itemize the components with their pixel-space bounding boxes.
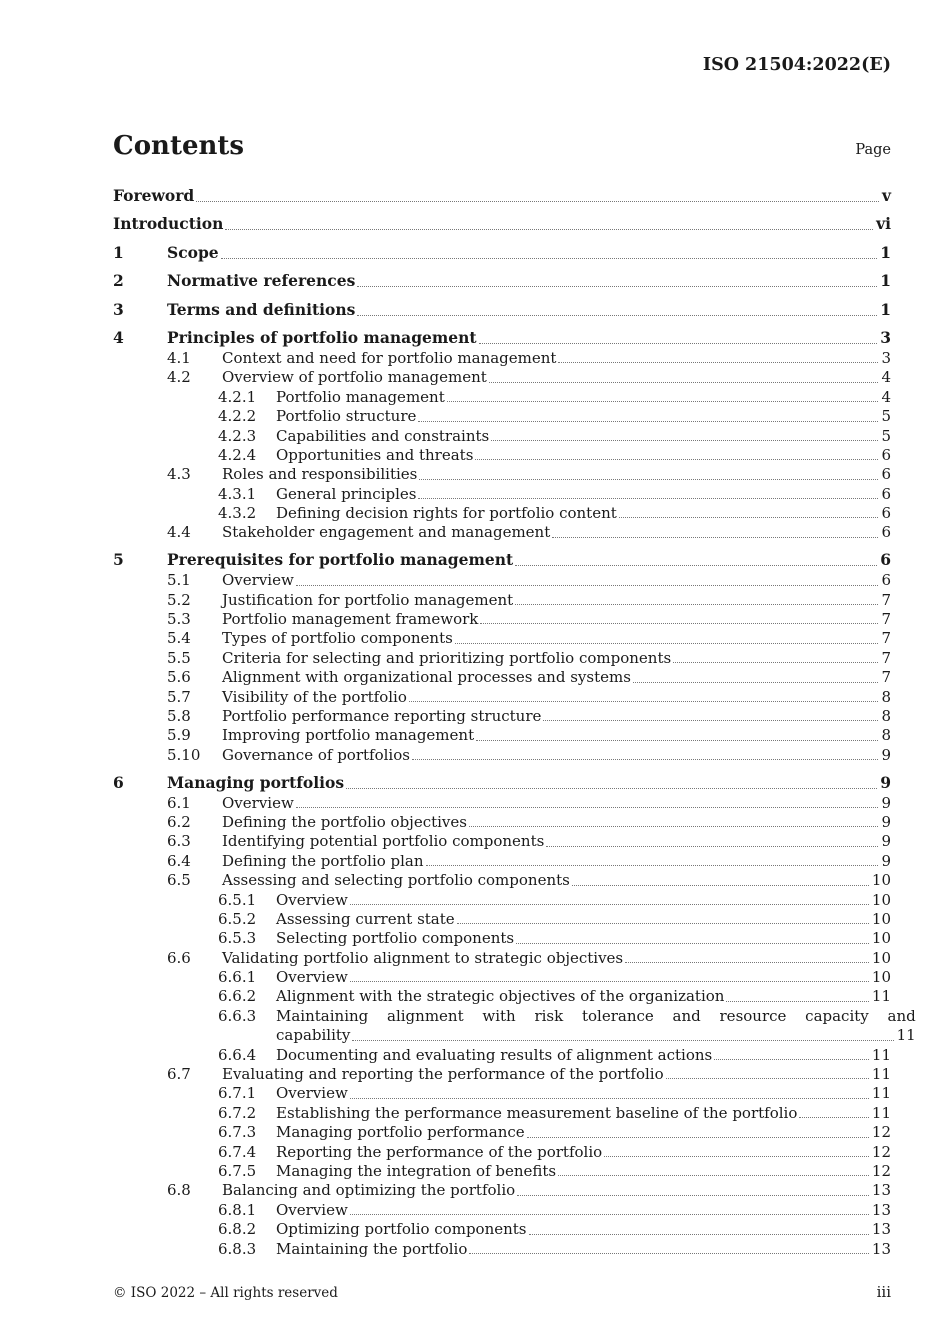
dot-leader bbox=[469, 1252, 869, 1254]
toc-entry-number: 4.2 bbox=[167, 368, 191, 387]
toc-entry-page: 6 bbox=[881, 571, 891, 590]
toc-entry[interactable] bbox=[113, 987, 891, 1006]
toc-entry-number: 6.4 bbox=[167, 851, 191, 870]
toc-entry[interactable] bbox=[113, 910, 891, 929]
toc-entry[interactable] bbox=[113, 1240, 891, 1259]
dot-leader bbox=[673, 661, 878, 663]
toc-entry-page: v bbox=[881, 186, 891, 205]
toc-entry-page: 3 bbox=[880, 327, 891, 347]
dot-leader bbox=[296, 806, 879, 808]
toc-entry-title: Roles and responsibilities bbox=[222, 465, 418, 484]
toc-entry-number: 3 bbox=[113, 299, 124, 319]
toc-entry-page: 11 bbox=[871, 1084, 891, 1103]
toc-entry-page: 13 bbox=[871, 1181, 891, 1200]
toc-entry[interactable] bbox=[113, 968, 891, 987]
toc-entry-title: Portfolio management bbox=[276, 387, 445, 406]
page-number: iii bbox=[876, 1283, 891, 1301]
toc-entry[interactable] bbox=[113, 649, 891, 668]
toc-entry-number: 4.3 bbox=[167, 465, 191, 484]
dot-leader bbox=[619, 516, 879, 518]
toc-entry[interactable] bbox=[113, 591, 891, 610]
toc-entry-title: Defining the portfolio plan bbox=[222, 851, 424, 870]
toc-entry-page: 11 bbox=[871, 1065, 891, 1084]
toc-entry[interactable] bbox=[113, 504, 891, 523]
page-title: Contents bbox=[113, 131, 245, 161]
toc-entry-number: 4.2.1 bbox=[218, 387, 257, 406]
toc-entry[interactable] bbox=[113, 185, 891, 207]
toc-entry-page: 9 bbox=[881, 793, 891, 812]
toc-entry-title: Overview of portfolio management bbox=[222, 368, 487, 387]
toc-entry-title: Portfolio management framework bbox=[222, 610, 479, 629]
toc-entry-title: Optimizing portfolio components bbox=[276, 1220, 527, 1239]
toc-entry-page: 10 bbox=[871, 871, 891, 890]
toc-entry-title: Improving portfolio management bbox=[222, 726, 475, 745]
toc-entry-title: Selecting portfolio components bbox=[276, 929, 515, 948]
dot-leader bbox=[476, 739, 878, 741]
toc-entry-page: 8 bbox=[881, 706, 891, 725]
toc-entry-number: 6.6.4 bbox=[218, 1045, 257, 1064]
dot-leader bbox=[552, 536, 878, 538]
toc-entry-page: 11 bbox=[871, 1045, 891, 1064]
dot-leader bbox=[529, 1233, 869, 1235]
toc-entry[interactable] bbox=[113, 523, 891, 542]
toc-entry-page: 8 bbox=[881, 687, 891, 706]
toc-entry-number: 6.3 bbox=[167, 832, 191, 851]
dot-leader bbox=[426, 864, 879, 866]
toc-entry-number: 1 bbox=[113, 242, 124, 262]
toc-entry-page: 12 bbox=[871, 1161, 891, 1180]
toc-entry-number: 6.7.5 bbox=[218, 1161, 257, 1180]
toc-entry-number: 6.2 bbox=[167, 812, 191, 831]
toc-entry-title: Context and need for portfolio management bbox=[222, 348, 557, 367]
toc-entry[interactable] bbox=[113, 871, 891, 890]
toc-entry-page: 1 bbox=[880, 242, 891, 262]
toc-entry-title: Visibility of the portfolio bbox=[222, 687, 407, 706]
toc-entry-title: Governance of portfolios bbox=[222, 745, 410, 764]
toc-entry-title: Documenting and evaluating results of alignment actions bbox=[276, 1045, 713, 1064]
toc-entry[interactable] bbox=[113, 427, 891, 446]
toc-entry[interactable] bbox=[113, 1065, 891, 1084]
toc-entry[interactable] bbox=[113, 1143, 891, 1162]
toc-entry-title: Managing the integration of benefits bbox=[276, 1161, 557, 1180]
toc-entry-title-continued: capability bbox=[276, 1026, 351, 1045]
toc-entry-title: Managing portfolios bbox=[167, 772, 345, 792]
toc-entry[interactable] bbox=[113, 465, 891, 484]
dot-leader bbox=[543, 719, 878, 721]
toc-entry[interactable] bbox=[113, 746, 891, 765]
toc-entry-page: 6 bbox=[881, 523, 891, 542]
toc-entry-number: 4.2.3 bbox=[218, 426, 257, 445]
toc-entry[interactable] bbox=[113, 813, 891, 832]
toc-entry-title: Overview bbox=[222, 793, 294, 812]
toc-entry-page: 9 bbox=[881, 832, 891, 851]
dot-leader bbox=[357, 285, 877, 287]
toc-entry[interactable] bbox=[113, 707, 891, 726]
dot-leader bbox=[515, 603, 878, 605]
dot-leader bbox=[489, 381, 879, 383]
toc-entry-number: 6.5.1 bbox=[218, 890, 257, 909]
toc-entry-title: Identifying potential portfolio components bbox=[222, 832, 545, 851]
dot-leader bbox=[475, 458, 878, 460]
toc-entry-page: 6 bbox=[881, 445, 891, 464]
toc-entry-page: 5 bbox=[881, 407, 891, 426]
toc-entry[interactable] bbox=[113, 668, 891, 687]
toc-entry-title: Foreword bbox=[113, 186, 195, 205]
toc-entry-title: Overview bbox=[276, 1084, 348, 1103]
toc-entry[interactable] bbox=[113, 571, 891, 590]
toc-entry[interactable] bbox=[113, 772, 891, 794]
toc-entry-number: 5.9 bbox=[167, 726, 191, 745]
toc-entry-number: 6.5 bbox=[167, 871, 191, 890]
toc-entry-number: 5.8 bbox=[167, 706, 191, 725]
dot-leader bbox=[546, 845, 878, 847]
dot-leader bbox=[491, 439, 878, 441]
toc-entry[interactable] bbox=[113, 349, 891, 368]
dot-leader bbox=[527, 1136, 869, 1138]
dot-leader bbox=[419, 478, 878, 480]
dot-leader bbox=[479, 342, 878, 344]
toc-entry-page: 12 bbox=[871, 1142, 891, 1161]
dot-leader bbox=[350, 1213, 869, 1215]
toc-entry-title: Overview bbox=[276, 1200, 348, 1219]
toc-entry-title: Justification for portfolio management bbox=[222, 590, 514, 609]
dot-leader bbox=[412, 758, 879, 760]
toc-entry-title: Evaluating and reporting the performance of the portfolio bbox=[222, 1065, 664, 1084]
toc-entry-page: 1 bbox=[880, 271, 891, 291]
toc-entry-title: Alignment with the strategic objectives of the organization bbox=[276, 987, 725, 1006]
toc-entry-number: 5 bbox=[113, 550, 124, 570]
toc-entry-title: Portfolio performance reporting structure bbox=[222, 706, 542, 725]
dot-leader bbox=[625, 961, 869, 963]
toc-entry[interactable] bbox=[113, 242, 891, 264]
toc-entry[interactable] bbox=[113, 368, 891, 387]
toc-entry-number: 4.1 bbox=[167, 348, 191, 367]
toc-entry-number: 6.7.1 bbox=[218, 1084, 257, 1103]
toc-entry-title: Alignment with organizational processes and systems bbox=[222, 668, 631, 687]
toc-entry[interactable] bbox=[113, 270, 891, 292]
toc-entry-title: Principles of portfolio management bbox=[167, 327, 477, 347]
toc-entry-number: 6.6.3 bbox=[218, 1006, 257, 1025]
toc-entry-title: Criteria for selecting and prioritizing portfolio components bbox=[222, 648, 672, 667]
toc-entry-title: Introduction bbox=[113, 214, 224, 234]
toc-entry-number: 4.3.2 bbox=[218, 504, 257, 523]
toc-entry-title: Stakeholder engagement and management bbox=[222, 523, 551, 542]
toc-entry[interactable] bbox=[113, 1104, 891, 1123]
toc-entry-title: Types of portfolio components bbox=[222, 629, 453, 648]
table-of-contents bbox=[113, 185, 916, 1259]
toc-entry[interactable] bbox=[113, 610, 891, 629]
toc-entry-page: vi bbox=[876, 214, 891, 234]
toc-entry-title: Establishing the performance measurement baseline of the portfolio bbox=[276, 1103, 798, 1122]
toc-entry-number: 6.7.4 bbox=[218, 1142, 257, 1161]
toc-entry-number: 6.7 bbox=[167, 1065, 191, 1084]
toc-entry-number: 5.5 bbox=[167, 648, 191, 667]
toc-entry-number: 4.4 bbox=[167, 523, 191, 542]
toc-entry-number: 5.4 bbox=[167, 629, 191, 648]
toc-entry[interactable] bbox=[113, 726, 891, 745]
toc-entry-number: 2 bbox=[113, 271, 124, 291]
dot-leader bbox=[604, 1155, 869, 1157]
dot-leader bbox=[296, 584, 879, 586]
toc-entry-number: 6.8.3 bbox=[218, 1239, 257, 1258]
dot-leader bbox=[558, 361, 878, 363]
document-id: ISO 21504:2022(E) bbox=[702, 55, 891, 75]
toc-entry[interactable] bbox=[113, 1162, 891, 1181]
toc-entry[interactable] bbox=[113, 629, 891, 648]
dot-leader bbox=[350, 980, 869, 982]
toc-entry-number: 5.2 bbox=[167, 590, 191, 609]
dot-leader bbox=[714, 1058, 869, 1060]
dot-leader bbox=[409, 700, 879, 702]
toc-entry-page: 10 bbox=[871, 890, 891, 909]
toc-entry-page: 3 bbox=[881, 348, 891, 367]
toc-entry-page: 9 bbox=[881, 812, 891, 831]
toc-entry-page: 7 bbox=[881, 610, 891, 629]
page-column-label: Page bbox=[855, 142, 891, 158]
toc-entry-number: 4.3.1 bbox=[218, 484, 257, 503]
dot-leader bbox=[666, 1077, 869, 1079]
toc-entry-title: Scope bbox=[167, 242, 219, 262]
toc-entry-page: 4 bbox=[881, 368, 891, 387]
toc-entry[interactable] bbox=[113, 1181, 891, 1200]
toc-entry-title: Maintaining alignment with risk tolerance and resource capacity and bbox=[276, 1006, 916, 1025]
toc-entry-number: 4 bbox=[113, 327, 124, 347]
toc-entry-number: 6.7.2 bbox=[218, 1103, 257, 1122]
toc-entry[interactable] bbox=[113, 929, 891, 948]
toc-entry-title: Overview bbox=[276, 968, 348, 987]
dot-leader bbox=[515, 564, 877, 566]
toc-entry-page: 11 bbox=[871, 987, 891, 1006]
dot-leader bbox=[572, 884, 869, 886]
toc-entry-title: Terms and definitions bbox=[167, 299, 356, 319]
toc-entry-title: Prerequisites for portfolio management bbox=[167, 550, 514, 570]
toc-entry-title: General principles bbox=[276, 484, 417, 503]
toc-entry[interactable] bbox=[113, 891, 891, 910]
toc-entry-page: 6 bbox=[881, 484, 891, 503]
dot-leader bbox=[516, 942, 869, 944]
toc-entry-page: 12 bbox=[871, 1123, 891, 1142]
dot-leader bbox=[457, 922, 869, 924]
toc-entry-number: 6.8 bbox=[167, 1181, 191, 1200]
toc-entry[interactable] bbox=[113, 407, 891, 426]
toc-entry-title: Opportunities and threats bbox=[276, 445, 474, 464]
toc-entry[interactable] bbox=[113, 213, 891, 235]
toc-entry-number: 6.7.3 bbox=[218, 1123, 257, 1142]
toc-entry-page: 6 bbox=[881, 504, 891, 523]
toc-entry[interactable] bbox=[113, 1220, 891, 1239]
toc-entry-page: 7 bbox=[881, 648, 891, 667]
toc-entry-page: 11 bbox=[871, 1103, 891, 1122]
toc-entry-title: Overview bbox=[276, 890, 348, 909]
dot-leader bbox=[726, 1000, 868, 1002]
dot-leader bbox=[469, 825, 878, 827]
dot-leader bbox=[221, 257, 878, 259]
toc-entry-number: 6.6.1 bbox=[218, 968, 257, 987]
toc-entry-page: 10 bbox=[871, 929, 891, 948]
dot-leader bbox=[196, 200, 879, 202]
toc-entry-number: 6 bbox=[113, 772, 124, 792]
toc-entry-page: 1 bbox=[880, 299, 891, 319]
dot-leader bbox=[480, 622, 878, 624]
toc-entry-title: Assessing and selecting portfolio components bbox=[222, 871, 570, 890]
toc-entry-title: Defining the portfolio objectives bbox=[222, 812, 467, 831]
dot-leader bbox=[357, 314, 877, 316]
toc-entry-title: Maintaining the portfolio bbox=[276, 1239, 468, 1258]
toc-entry[interactable] bbox=[113, 1006, 916, 1046]
toc-entry[interactable] bbox=[113, 852, 891, 871]
toc-entry-page: 10 bbox=[871, 968, 891, 987]
toc-entry-number: 6.8.1 bbox=[218, 1200, 257, 1219]
toc-entry[interactable] bbox=[113, 549, 891, 571]
toc-entry-number: 5.10 bbox=[167, 745, 201, 764]
toc-entry-page: 11 bbox=[896, 1026, 916, 1045]
dot-leader bbox=[346, 787, 877, 789]
toc-entry-title: Defining decision rights for portfolio content bbox=[276, 504, 617, 523]
dot-leader bbox=[350, 903, 869, 905]
toc-entry-title: Capabilities and constraints bbox=[276, 426, 490, 445]
toc-entry-title: Validating portfolio alignment to strategic objectives bbox=[222, 948, 624, 967]
toc-entry-page: 13 bbox=[871, 1220, 891, 1239]
toc-entry-number: 6.8.2 bbox=[218, 1220, 257, 1239]
toc-entry-title: Balancing and optimizing the portfolio bbox=[222, 1181, 516, 1200]
toc-entry-page: 8 bbox=[881, 726, 891, 745]
toc-entry[interactable] bbox=[113, 299, 891, 321]
toc-entry-page: 9 bbox=[881, 851, 891, 870]
toc-entry[interactable] bbox=[113, 388, 891, 407]
toc-entry-number: 6.1 bbox=[167, 793, 191, 812]
toc-entry-page: 6 bbox=[881, 465, 891, 484]
toc-entry[interactable] bbox=[113, 1123, 891, 1142]
dot-leader bbox=[558, 1174, 869, 1176]
toc-entry-number: 6.5.2 bbox=[218, 909, 257, 928]
dot-leader bbox=[350, 1097, 869, 1099]
toc-entry-number: 5.1 bbox=[167, 571, 191, 590]
toc-entry[interactable] bbox=[113, 1201, 891, 1220]
dot-leader bbox=[418, 497, 878, 499]
toc-entry-page: 5 bbox=[881, 426, 891, 445]
toc-entry-page: 6 bbox=[880, 550, 891, 570]
toc-entry-title: Reporting the performance of the portfolio bbox=[276, 1142, 603, 1161]
dot-leader bbox=[447, 400, 879, 402]
toc-entry[interactable] bbox=[113, 485, 891, 504]
toc-entry[interactable] bbox=[113, 446, 891, 465]
toc-entry[interactable] bbox=[113, 832, 891, 851]
dot-leader bbox=[799, 1116, 869, 1118]
toc-entry-title: Assessing current state bbox=[276, 909, 455, 928]
toc-entry[interactable] bbox=[113, 1084, 891, 1103]
toc-entry-number: 5.3 bbox=[167, 610, 191, 629]
toc-entry-page: 13 bbox=[871, 1200, 891, 1219]
toc-entry-page: 7 bbox=[881, 629, 891, 648]
toc-entry-page: 13 bbox=[871, 1239, 891, 1258]
toc-entry-number: 5.7 bbox=[167, 687, 191, 706]
dot-leader bbox=[633, 681, 879, 683]
dot-leader bbox=[418, 420, 878, 422]
toc-entry-title: Normative references bbox=[167, 271, 356, 291]
toc-entry-page: 9 bbox=[880, 772, 891, 792]
toc-entry-title: Portfolio structure bbox=[276, 407, 417, 426]
toc-entry-page: 7 bbox=[881, 590, 891, 609]
toc-entry-number: 6.5.3 bbox=[218, 929, 257, 948]
toc-entry[interactable] bbox=[113, 949, 891, 968]
dot-leader bbox=[225, 228, 873, 230]
toc-entry[interactable] bbox=[113, 327, 891, 349]
toc-entry-title: Overview bbox=[222, 571, 294, 590]
toc-entry-number: 4.2.2 bbox=[218, 407, 257, 426]
toc-entry-page: 4 bbox=[881, 387, 891, 406]
toc-entry-page: 9 bbox=[881, 745, 891, 764]
toc-entry-page: 7 bbox=[881, 668, 891, 687]
dot-leader bbox=[517, 1194, 869, 1196]
toc-entry-number: 6.6.2 bbox=[218, 987, 257, 1006]
toc-entry-title: Managing portfolio performance bbox=[276, 1123, 525, 1142]
toc-entry-number: 4.2.4 bbox=[218, 445, 257, 464]
toc-entry[interactable] bbox=[113, 1046, 891, 1065]
toc-entry-page: 10 bbox=[871, 909, 891, 928]
toc-entry[interactable] bbox=[113, 794, 891, 813]
dot-leader bbox=[352, 1039, 893, 1041]
toc-entry-page: 10 bbox=[871, 948, 891, 967]
toc-entry-number: 6.6 bbox=[167, 948, 191, 967]
dot-leader bbox=[455, 642, 879, 644]
toc-entry[interactable] bbox=[113, 688, 891, 707]
toc-entry-number: 5.6 bbox=[167, 668, 191, 687]
copyright-notice: © ISO 2022 – All rights reserved bbox=[113, 1285, 338, 1301]
